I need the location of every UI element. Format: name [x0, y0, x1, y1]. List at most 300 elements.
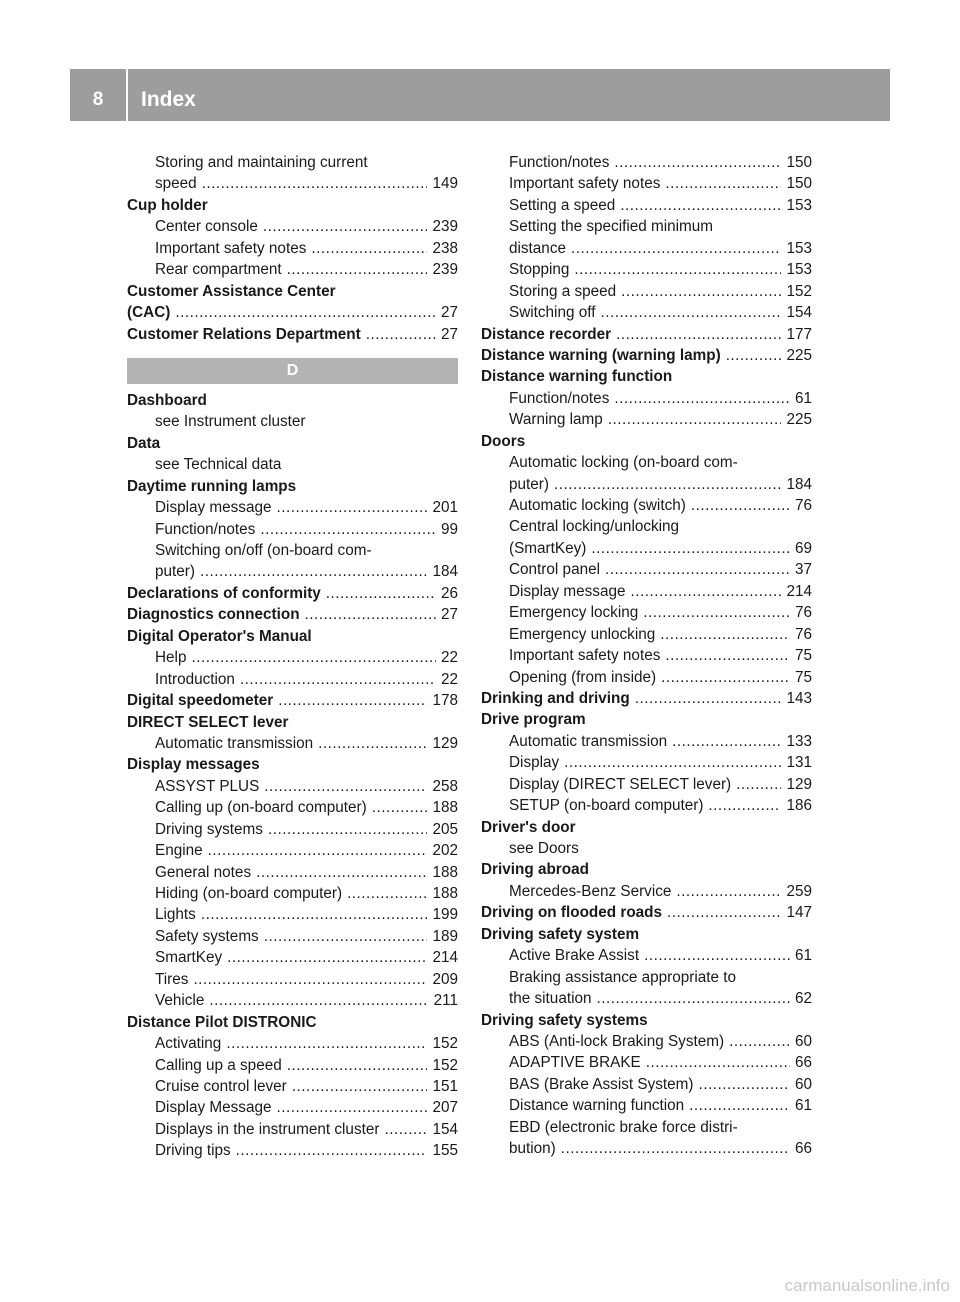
entry-label: puter): [155, 563, 195, 581]
entry-label: Distance warning function: [481, 368, 673, 386]
index-heading: [127, 390, 458, 411]
entry-label: Displays in the instrument cluster: [155, 1120, 380, 1138]
index-heading: [127, 604, 458, 625]
leader-dots: [661, 667, 790, 688]
leader-dots: [366, 324, 436, 345]
index-entry: [127, 990, 458, 1011]
entry-label: ADAPTIVE BRAKE: [509, 1054, 641, 1072]
index-entry: [127, 733, 458, 754]
entry-label: see Technical data: [155, 456, 282, 474]
index-entry: [481, 173, 812, 194]
entry-label: Warning lamp: [509, 411, 603, 429]
page-reference[interactable]: 155: [432, 1142, 458, 1160]
leader-dots: [643, 602, 790, 623]
leader-dots: [660, 624, 790, 645]
entry-label: Cruise control lever: [155, 1077, 287, 1095]
leader-dots: [600, 302, 781, 323]
index-column-left: [127, 152, 458, 1162]
index-entry: [481, 409, 812, 430]
index-entry: [481, 581, 812, 602]
index-heading: [127, 302, 458, 323]
leader-dots: [614, 152, 781, 173]
page-reference[interactable]: 152: [432, 1056, 458, 1074]
entry-label: Function/notes: [509, 154, 610, 171]
page-reference[interactable]: 211: [433, 992, 458, 1010]
index-entry: [481, 602, 812, 623]
page-reference[interactable]: 225: [786, 346, 812, 364]
leader-dots: [264, 776, 427, 797]
entry-label: Daytime running lamps: [127, 477, 297, 495]
page-reference[interactable]: 76: [794, 497, 812, 514]
page-reference[interactable]: 152: [786, 282, 812, 300]
entry-label: Storing and maintaining current: [155, 154, 368, 171]
page-reference[interactable]: 60: [794, 1032, 812, 1050]
page-reference[interactable]: 22: [440, 649, 458, 667]
index-entry: [127, 862, 458, 883]
leader-dots: [698, 1074, 790, 1095]
index-entry: [481, 1074, 812, 1095]
page-reference[interactable]: 143: [786, 689, 812, 707]
page-reference[interactable]: 205: [432, 820, 458, 838]
leader-dots: [268, 819, 428, 840]
leader-dots: [260, 519, 436, 540]
page-reference[interactable]: 202: [432, 842, 458, 860]
leader-dots: [571, 238, 781, 259]
entry-label: Distance warning function: [509, 1097, 685, 1115]
entry-label: BAS (Brake Assist System): [509, 1075, 694, 1093]
leader-dots: [202, 173, 428, 194]
index-entry: [481, 945, 812, 966]
entry-label: Drinking and driving: [481, 689, 630, 707]
index-entry: [127, 454, 458, 475]
entry-label: Dashboard: [127, 391, 207, 409]
page-reference[interactable]: 66: [794, 1054, 812, 1072]
index-entry: [481, 795, 812, 816]
entry-label: Customer Relations Department: [127, 325, 361, 343]
index-heading: [481, 902, 812, 923]
page-reference[interactable]: 76: [794, 625, 812, 643]
header-divider: [126, 69, 128, 121]
index-entry: [481, 967, 812, 988]
leader-dots: [278, 690, 427, 711]
entry-label: Activating: [155, 1035, 222, 1053]
entry-label: Distance Pilot DISTRONIC: [127, 1013, 317, 1031]
leader-dots: [665, 645, 790, 666]
index-heading: [127, 583, 458, 604]
page-reference[interactable]: 214: [786, 582, 812, 600]
leader-dots: [644, 945, 790, 966]
entry-label: Hiding (on-board computer): [155, 885, 343, 902]
page-reference[interactable]: 62: [794, 990, 812, 1008]
entry-label: Declarations of conformity: [127, 584, 321, 602]
entry-label: Customer Assistance Center: [127, 282, 336, 300]
leader-dots: [614, 388, 790, 409]
page-reference[interactable]: 188: [432, 799, 458, 817]
entry-label: Rear compartment: [155, 261, 282, 279]
entry-label: Diagnostics connection: [127, 606, 300, 624]
entry-label: see Instrument cluster: [155, 413, 306, 431]
index-entry: [127, 173, 458, 194]
entry-label: Mercedes-Benz Service: [509, 882, 672, 900]
entry-label: Automatic transmission: [155, 734, 314, 752]
index-entry: [481, 495, 812, 516]
leader-dots: [208, 840, 428, 861]
index-entry: [127, 926, 458, 947]
index-heading: [481, 709, 812, 730]
index-entry: [481, 152, 812, 173]
index-heading: [481, 324, 812, 345]
leader-dots: [305, 604, 436, 625]
entry-label: Driving safety system: [481, 925, 640, 943]
entry-label: ASSYST PLUS: [155, 777, 260, 795]
index-entry: [127, 840, 458, 861]
entry-label: puter): [509, 475, 549, 493]
index-entry: [481, 881, 812, 902]
leader-dots: [191, 647, 436, 668]
page-reference[interactable]: 37: [794, 561, 812, 579]
entry-label: Automatic transmission: [509, 732, 668, 750]
leader-dots: [708, 795, 781, 816]
page-reference[interactable]: 154: [432, 1120, 458, 1138]
leader-dots: [621, 281, 781, 302]
index-entry: [127, 776, 458, 797]
page-reference[interactable]: 209: [432, 970, 458, 988]
entry-label: Important safety notes: [509, 175, 661, 193]
page-reference[interactable]: 154: [786, 304, 812, 322]
leader-dots: [597, 988, 790, 1009]
page-reference[interactable]: 152: [432, 1035, 458, 1053]
leader-dots: [227, 947, 427, 968]
page-reference[interactable]: 61: [794, 389, 812, 407]
index-heading: [127, 195, 458, 216]
index-entry: [481, 1117, 812, 1138]
page-reference[interactable]: 207: [432, 1099, 458, 1117]
entry-label: the situation: [509, 990, 592, 1008]
index-entry: [481, 474, 812, 495]
page-reference[interactable]: 147: [786, 904, 812, 922]
entry-label: Engine: [155, 842, 203, 860]
leader-dots: [287, 259, 428, 280]
page-reference[interactable]: 199: [432, 906, 458, 924]
entry-label: Safety systems: [155, 927, 259, 945]
page-reference[interactable]: 22: [440, 670, 458, 688]
page-reference[interactable]: 27: [440, 606, 458, 624]
leader-dots: [226, 1033, 427, 1054]
entry-label: Calling up a speed: [155, 1056, 282, 1074]
entry-label: see Doors: [509, 840, 579, 857]
page-reference[interactable]: 129: [432, 734, 458, 752]
index-entry: [481, 667, 812, 688]
index-entry: [127, 1140, 458, 1161]
entry-label: Driving systems: [155, 820, 263, 838]
leader-dots: [201, 904, 428, 925]
entry-label: EBD (electronic brake force distri-: [509, 1118, 738, 1136]
index-entry: [127, 561, 458, 582]
index-heading: [481, 345, 812, 366]
entry-label: Lights: [155, 906, 196, 924]
page-reference[interactable]: 214: [432, 949, 458, 967]
index-heading: [127, 476, 458, 497]
leader-dots: [264, 926, 428, 947]
leader-dots: [287, 1055, 428, 1076]
index-entry: [481, 731, 812, 752]
leader-dots: [292, 1076, 428, 1097]
leader-dots: [620, 195, 781, 216]
entry-label: Help: [155, 649, 187, 667]
index-entry: [127, 519, 458, 540]
index-entry: [481, 238, 812, 259]
leader-dots: [605, 559, 790, 580]
page-reference[interactable]: 239: [432, 218, 458, 236]
entry-label: Braking assistance appropriate to: [509, 968, 737, 986]
leader-dots: [635, 688, 782, 709]
index-entry: [127, 883, 458, 904]
entry-label: Digital speedometer: [127, 692, 274, 710]
index-heading: [127, 433, 458, 454]
entry-label: Switching on/off (on-board com-: [155, 542, 372, 559]
index-heading: [481, 859, 812, 880]
index-entry: [127, 1033, 458, 1054]
index-entry: [481, 195, 812, 216]
entry-label: Display (DIRECT SELECT lever): [509, 775, 732, 793]
entry-label: Display: [509, 754, 560, 772]
index-entry: [481, 624, 812, 645]
index-entry: [127, 497, 458, 518]
entry-label: Drive program: [481, 711, 586, 729]
entry-label: Display messages: [127, 756, 260, 774]
page-reference[interactable]: 76: [794, 604, 812, 622]
leader-dots: [726, 345, 782, 366]
entry-label: Driving safety systems: [481, 1011, 648, 1029]
leader-dots: [646, 1052, 790, 1073]
watermark: carmanualsonline.info: [784, 1276, 950, 1295]
entry-label: Active Brake Assist: [509, 947, 640, 965]
leader-dots: [318, 733, 427, 754]
page-reference[interactable]: 150: [786, 154, 812, 171]
page-reference[interactable]: 188: [432, 863, 458, 881]
index-entry: [481, 538, 812, 559]
page-reference[interactable]: 153: [786, 196, 812, 214]
index-entry: [127, 152, 458, 173]
index-heading: [127, 712, 458, 733]
entry-label: Digital Operator's Manual: [127, 627, 312, 645]
page-reference[interactable]: 61: [794, 947, 812, 965]
entry-label: Distance recorder: [481, 325, 612, 343]
page-reference[interactable]: 238: [432, 239, 458, 257]
index-entry: [127, 797, 458, 818]
entry-label: Tires: [155, 970, 189, 988]
entry-label: (SmartKey): [509, 539, 587, 557]
leader-dots: [311, 238, 427, 259]
page-reference[interactable]: 27: [440, 325, 458, 343]
page-reference[interactable]: 178: [432, 692, 458, 710]
entry-label: Function/notes: [509, 389, 610, 407]
entry-label: Display Message: [155, 1099, 272, 1117]
page-reference[interactable]: 99: [440, 520, 458, 538]
index-entry: [481, 388, 812, 409]
leader-dots: [263, 216, 428, 237]
leader-dots: [175, 302, 436, 323]
index-heading: [127, 281, 458, 302]
leader-dots: [561, 1138, 790, 1159]
entry-label: Central locking/unlocking: [509, 518, 680, 536]
leader-dots: [591, 538, 790, 559]
entry-label: Automatic locking (switch): [509, 497, 686, 514]
index-heading: [481, 817, 812, 838]
entry-label: Important safety notes: [509, 647, 661, 665]
index-column-right: [481, 152, 812, 1160]
page-reference[interactable]: 149: [432, 175, 458, 193]
index-entry: [127, 540, 458, 561]
leader-dots: [729, 1031, 790, 1052]
leader-dots: [564, 752, 781, 773]
page-reference[interactable]: 188: [432, 885, 458, 902]
page-reference[interactable]: 60: [794, 1075, 812, 1093]
leader-dots: [347, 883, 427, 904]
page-reference[interactable]: 258: [432, 777, 458, 795]
index-heading: [127, 690, 458, 711]
entry-label: Setting the specified minimum: [509, 218, 714, 236]
index-heading: [481, 1010, 812, 1031]
entry-label: Automatic locking (on-board com-: [509, 454, 738, 472]
page-reference[interactable]: 189: [432, 927, 458, 945]
entry-label: DIRECT SELECT lever: [127, 713, 289, 731]
entry-label: Driving on flooded roads: [481, 904, 663, 922]
page-reference[interactable]: 131: [786, 754, 812, 772]
leader-dots: [608, 409, 782, 430]
index-heading: [127, 324, 458, 345]
page-reference[interactable]: 66: [794, 1140, 812, 1158]
leader-dots: [616, 324, 781, 345]
entry-label: Calling up (on-board computer): [155, 799, 367, 817]
leader-dots: [326, 583, 436, 604]
page-reference[interactable]: 177: [786, 325, 812, 343]
index-entry: [481, 838, 812, 859]
index-entry: [127, 647, 458, 668]
page-reference[interactable]: 259: [786, 882, 812, 900]
page-title: Index: [141, 88, 196, 111]
index-entry: [481, 1052, 812, 1073]
leader-dots: [630, 581, 781, 602]
leader-dots: [200, 561, 428, 582]
index-entry: [481, 1095, 812, 1116]
leader-dots: [276, 1097, 427, 1118]
page-reference[interactable]: 186: [786, 797, 812, 815]
entry-label: Important safety notes: [155, 239, 307, 257]
index-entry: [481, 259, 812, 280]
page-reference[interactable]: 151: [432, 1077, 458, 1095]
page-reference[interactable]: 75: [794, 668, 812, 686]
leader-dots: [665, 173, 781, 194]
leader-dots: [193, 969, 427, 990]
entry-label: Driving tips: [155, 1142, 231, 1160]
entry-label: Emergency unlocking: [509, 625, 656, 643]
entry-label: speed: [155, 175, 197, 193]
entry-label: SETUP (on-board computer): [509, 797, 704, 815]
page-reference[interactable]: 184: [432, 563, 458, 581]
page-reference[interactable]: 61: [794, 1097, 812, 1115]
page-reference[interactable]: 150: [786, 175, 812, 193]
entry-label: Doors: [481, 432, 526, 450]
index-entry: [481, 281, 812, 302]
entry-label: Display message: [509, 582, 626, 600]
leader-dots: [676, 881, 781, 902]
entry-label: Setting a speed: [509, 196, 616, 214]
index-entry: [127, 947, 458, 968]
entry-label: Control panel: [509, 561, 600, 579]
page-reference[interactable]: 75: [794, 647, 812, 665]
page-reference[interactable]: 153: [786, 261, 812, 279]
leader-dots: [574, 259, 781, 280]
entry-label: Data: [127, 434, 161, 452]
page-reference[interactable]: 225: [786, 411, 812, 429]
entry-label: SmartKey: [155, 949, 223, 967]
leader-dots: [236, 1140, 428, 1161]
entry-label: bution): [509, 1140, 556, 1158]
index-entry: [127, 259, 458, 280]
index-heading: [481, 431, 812, 452]
page-reference[interactable]: 239: [432, 261, 458, 279]
index-entry: [481, 988, 812, 1009]
page-header: [70, 69, 890, 121]
entry-label: Center console: [155, 218, 258, 236]
index-entry: [127, 1119, 458, 1140]
leader-dots: [554, 474, 782, 495]
index-entry: [127, 411, 458, 432]
entry-label: distance: [509, 239, 566, 257]
page-reference[interactable]: 184: [786, 475, 812, 493]
entry-label: Display message: [155, 499, 272, 517]
index-entry: [481, 452, 812, 473]
index-entry: [127, 669, 458, 690]
entry-label: General notes: [155, 863, 252, 881]
index-heading: [481, 924, 812, 945]
leader-dots: [209, 990, 428, 1011]
index-entry: [481, 216, 812, 237]
page-reference[interactable]: 133: [786, 732, 812, 750]
page-number: 8: [92, 89, 104, 110]
entry-label: Stopping: [509, 261, 570, 279]
entry-label: Emergency locking: [509, 604, 639, 622]
page-reference[interactable]: 129: [786, 775, 812, 793]
page-reference[interactable]: 27: [440, 304, 458, 322]
page-reference[interactable]: 26: [440, 584, 458, 602]
leader-dots: [689, 1095, 790, 1116]
index-heading: [481, 688, 812, 709]
entry-label: Switching off: [509, 304, 596, 322]
entry-label: Driver's door: [481, 818, 576, 836]
index-heading: [127, 754, 458, 775]
leader-dots: [240, 669, 436, 690]
index-entry: [127, 904, 458, 925]
index-entry: [481, 752, 812, 773]
leader-dots: [276, 497, 427, 518]
index-entry: [481, 1031, 812, 1052]
leader-dots: [667, 902, 781, 923]
index-entry: [127, 216, 458, 237]
entry-label: Distance warning (warning lamp): [481, 346, 721, 364]
page-reference[interactable]: 69: [794, 539, 812, 557]
leader-dots: [736, 774, 781, 795]
page-reference[interactable]: 153: [786, 239, 812, 257]
index-entry: [127, 238, 458, 259]
entry-label: Function/notes: [155, 520, 256, 538]
page-reference[interactable]: 201: [432, 499, 458, 517]
index-entry: [127, 1055, 458, 1076]
entry-label: Opening (from inside): [509, 668, 657, 686]
index-heading: [127, 1012, 458, 1033]
index-entry: [481, 559, 812, 580]
